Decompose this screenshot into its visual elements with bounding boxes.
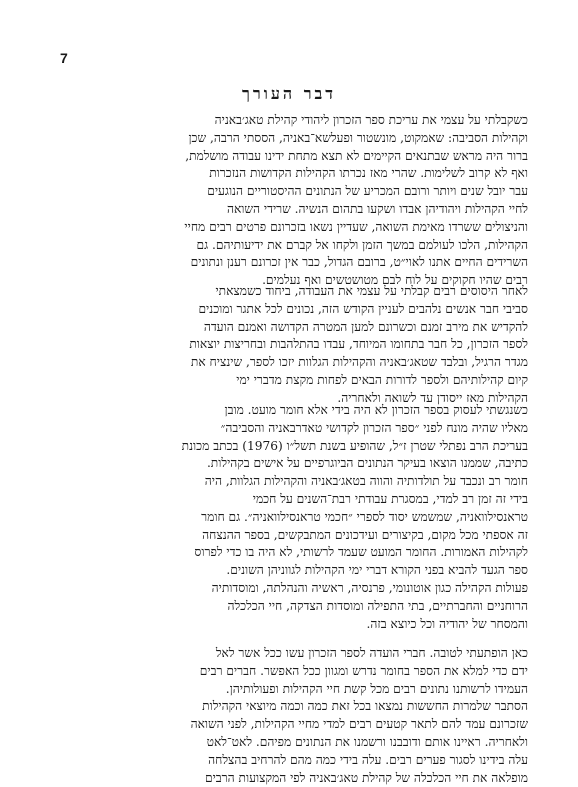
text-line: ספר הגעד להביא בפני הקורא דברי ימי הקהילות לגווניהן השונים.	[226, 563, 528, 578]
text-line: כשנגשתי לעסוק בספר הזכרון לא היה בידי אלא חומר מועט. מובן	[224, 403, 528, 417]
text-line: חומר רב ונכבד על תולדותיה והווה בטאג׳באניה והקהילות הגלוות, היה	[204, 474, 528, 489]
text-line: הקהילות מאז ייסודן עד לשואה ולאחריה.	[337, 390, 528, 405]
text-line: השרידים החיים אתנו לאוי״ט, ברובם הגדול, כבר אין זכרונם רענן ונתונים	[190, 255, 528, 270]
text-line: כתיבה, שממנו הוצאו בעיקר הנתונים הביוגרפיים על אישים בקהילות.	[206, 456, 528, 471]
text-line: לחיי הקהילות ויהודיהן אבדו ושקעו בתהום הנשיה. שרידי השואה	[226, 201, 528, 216]
text-line: קיום קהילותיהם ולספר לדורות הבאים לפחות מקצת מדברי ימי	[236, 372, 528, 387]
text-line: מאליו שהיה מונח לפני ״ספר הזכרון לקדושי טאדרבאניה והסביבה״	[220, 420, 528, 435]
text-line: וקהילות הסביבה: שאמקוט, מונשטור ופעלשא־באניה, הססתי הרבה, שכן	[188, 130, 528, 145]
text-line: ולאחריה. ראיינו אותם ודובבנו ורשמנו את הנתונים מפיהם. לאט־לאט	[206, 734, 528, 749]
text-line: עלה בידינו לסגור פערים רבים. עלה בידי כמה מהם להרחיב בהצלחה	[208, 752, 528, 767]
text-line: טראנסילוואניה, שמשמש יסוד לספרי ״חכמי טראנסילוואניה״. גם חומר	[201, 509, 528, 524]
text-line: לאחר היסוסים רבים קבלתי על עצמי את העבודה, ביחוד כשמצאתי	[215, 284, 528, 298]
paragraph-1	[90, 112, 528, 290]
text-line: רבים שהיו חקוקים על לוח לבם מטושטשים ואף נעלמים.	[262, 273, 528, 288]
page-title: דבר העורך	[242, 84, 336, 103]
text-line: ואף לא קרוב לשלימות. שהרי מאז נכרתו הקהילות הקדושות הנזכרות	[209, 166, 528, 181]
text-line: פעולות הקהילה כגון אוטונומי, פרנסיה, ראשיה והנהלתה, ומוסדותיה	[211, 580, 528, 595]
text-line: זה אספתי מכל מקום, בקיצורים ועידכונים המתבקשים, בספר ההנצחה	[202, 527, 528, 542]
text-line: הרוחניים והחברתיים, בתי התפילה ומוסדות הצדקה, חיי הכלכלה	[227, 598, 528, 613]
text-line: מגדר הרגיל, ובלבד שטאג׳באניה והקהילות הגלוות יזכו לספר, שינציח את	[190, 355, 528, 370]
text-line: ידם כדי למלא את הספר בחומר נדרש ומגוון ככל האפשר. חברים רבים	[199, 663, 528, 678]
text-line: והניצולים ששרדו מאימת השואה, שעדיין נשאו בזכרונם פרטים רבים מחיי	[184, 219, 528, 234]
text-line: העמידו לרשותנו נתונים רבים מכל קשת חיי הקהילות ופעולותיהן.	[225, 681, 528, 696]
text-line: לקהילות האמורות. החומר המועט שעמד לרשותי, לא היה בו כדי לפרוס	[194, 545, 528, 560]
text-line: בעריכת הרב נפתלי שטרן ז״ל, שהופיע בשנת תשל״ו (1976) בכתב מכונת	[181, 438, 528, 453]
text-line: הסתבר שלמרות החששות נמצאו בכל זאת כמה וכמה מיוצאי הקהילות	[202, 699, 528, 714]
text-line: כאן הופתעתי לטובה. חברי הועדה לספר הזכרון עשו ככל אשר לאל	[215, 646, 528, 660]
paragraph-4	[90, 645, 528, 787]
text-line: והמסחר של יהודיה וכל כיוצא בזה.	[366, 616, 528, 631]
paragraph-3	[90, 402, 528, 633]
text-line: הקהילות, הלכו לעולמם במשך הזמן ולקחו אל קברם את ידיעותיהם. גם	[196, 237, 528, 252]
page-number: 7	[60, 50, 68, 66]
text-line: ברור היה מראש שבתנאים הקיימים לא תצא מתחת ידינו עבודה מושלמת,	[185, 148, 528, 163]
text-line: שזכרונם עמד להם לתאר קטעים רבים למדי מחיי הקהילות, לפני השואה	[190, 717, 528, 732]
text-line: סביבי חבר אנשים נלהבים לעניין הקודש הזה, נכונים לכל אתגר ומוכנים	[198, 301, 528, 316]
text-line: לספר הזכרון, כל חבר בתחומו המיוחד, עבדו בהתלהבות ובחריצות יוצאות	[189, 337, 528, 352]
text-line: עבר יובל שנים ויותר ורובם המכריע של הנתונים ההיסטוריים הנוגעים	[207, 184, 528, 199]
text-line: בידי זה זמן רב למדי, במסגרת עבודתי רבת־השנים על חכמי	[252, 491, 528, 506]
paragraph-2	[90, 283, 528, 408]
text-line: כשקבלתי על עצמי את עריכת ספר הזכרון ליהודי קהילת טאג׳באניה	[214, 113, 528, 127]
text-line: מופלאה את חיי הכלכלה של קהילת טאג׳באניה לפי המקצועות הרבים	[204, 770, 528, 785]
text-line: להקדיש את מירב זמנם וכשרונם למען המטרה הקדושה ואמנם הועדה	[203, 319, 528, 334]
